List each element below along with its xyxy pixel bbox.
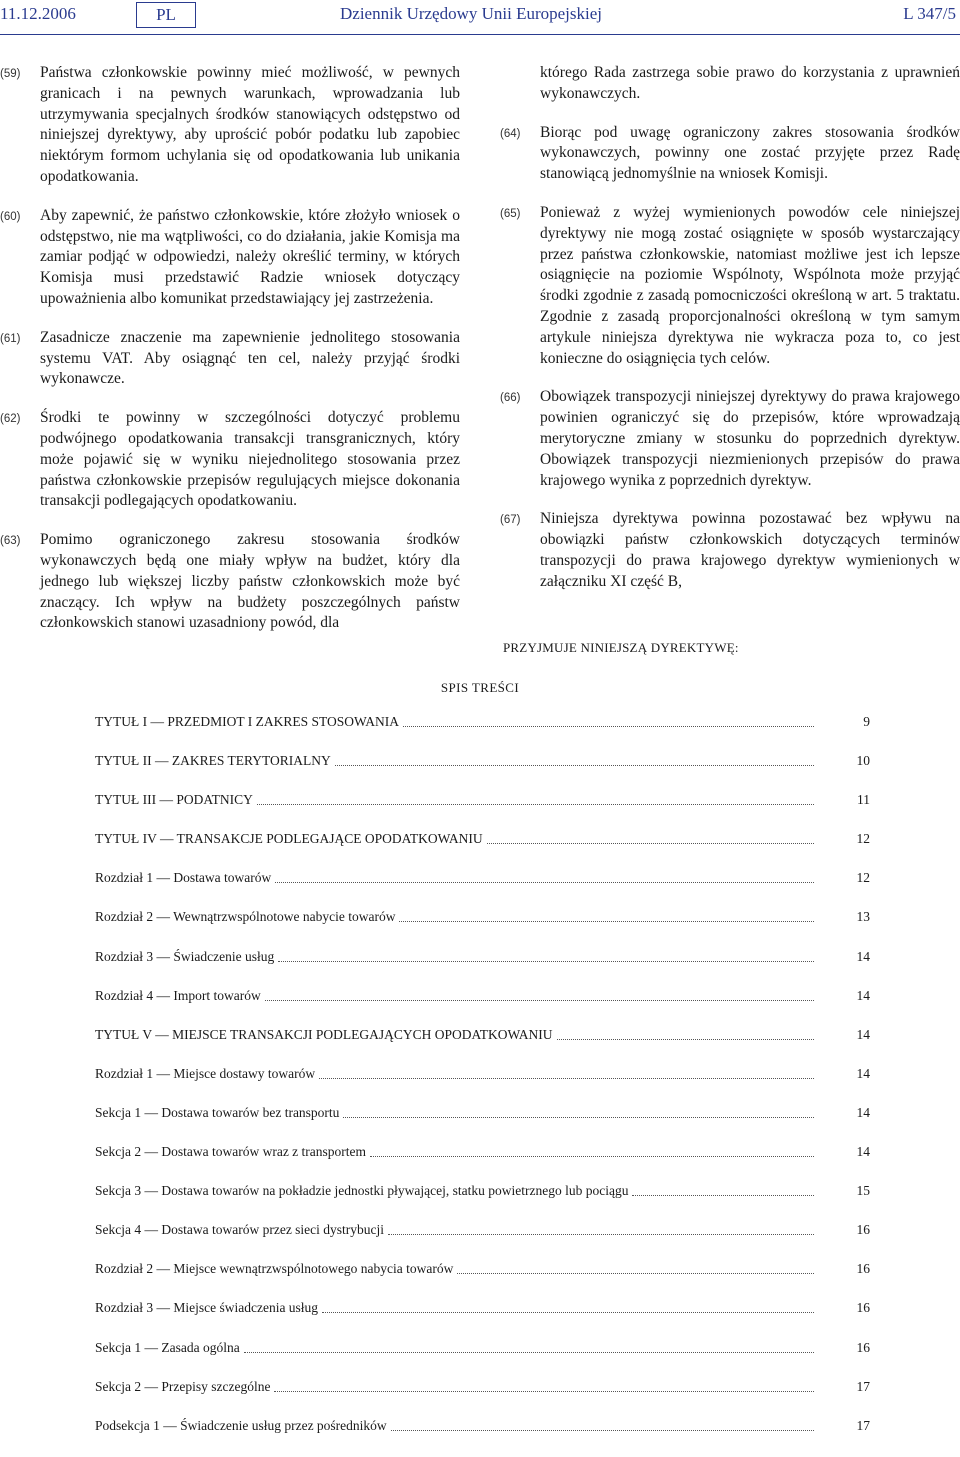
recital-text: Pomimo ograniczonego zakresu stosowania środków wykonawczych będą one miały wpływ na budżet, który dla jednego lub większej liczby państw członkowskich może być znaczący. Ich wpływ na budżety poszczególnych państw członkowskich stanowi uzasadniony powód, dla xyxy=(40,531,460,632)
toc-entry-page: 12 xyxy=(856,870,870,886)
toc-entry[interactable] xyxy=(95,714,870,753)
toc-entry-page: 14 xyxy=(856,948,870,964)
header-divider xyxy=(0,34,960,35)
recital-64 xyxy=(500,123,960,185)
recital-number: (64) xyxy=(500,127,521,140)
toc-entry[interactable] xyxy=(95,753,870,792)
toc-entry-label: Sekcja 2 — Dostawa towarów wraz z transportem xyxy=(95,1144,367,1160)
recital-63 xyxy=(0,530,460,634)
recital-text: Aby zapewnić, że państwo członkowskie, które złożyło wniosek o odstępstwo, nie ma wątpliwości, co do działania, jakie Komisja ma zamiar podjąć w odpowiedzi, należy określić terminy, w których Komisja musi przedstawić Radzie wniosek dotyczący upoważnienia albo komunikat przedstawiający jej zastrzeżenia. xyxy=(40,206,460,307)
toc-dot-leader xyxy=(487,831,814,844)
recital-62 xyxy=(0,408,460,512)
toc-entry-label: Rozdział 1 — Miejsce dostawy towarów xyxy=(95,1065,316,1081)
toc-entry[interactable] xyxy=(95,1027,870,1066)
toc-entry-label: TYTUŁ III — PODATNICY xyxy=(95,792,253,808)
toc-entry-label: TYTUŁ II — ZAKRES TERYTORIALNY xyxy=(95,753,331,769)
toc-entry-label: Rozdział 4 — Import towarów xyxy=(95,987,261,1003)
toc-entry[interactable] xyxy=(95,1183,870,1222)
toc-entry-label: Sekcja 2 — Przepisy szczególne xyxy=(95,1378,271,1394)
page-number: L 347/5 xyxy=(903,4,956,23)
recital-number: (67) xyxy=(500,514,521,527)
recital-number: (63) xyxy=(0,535,21,548)
toc-entry-page: 17 xyxy=(856,1417,870,1433)
toc-dot-leader xyxy=(265,988,814,1001)
recital-number: (61) xyxy=(0,332,21,345)
toc-entry-label: Rozdział 1 — Dostawa towarów xyxy=(95,870,272,886)
toc-entry[interactable] xyxy=(95,1261,870,1300)
toc-dot-leader xyxy=(457,1261,814,1274)
toc-entry-page: 10 xyxy=(856,753,870,769)
toc-entry-page: 14 xyxy=(856,987,870,1003)
recital-63-continuation: którego Rada zastrzega sobie prawo do korzystania z uprawnień wykonawczych. xyxy=(540,64,960,102)
toc-dot-leader xyxy=(275,870,814,883)
toc-entry[interactable] xyxy=(95,792,870,831)
toc-dot-leader xyxy=(399,909,814,922)
recital-number: (60) xyxy=(0,210,21,223)
toc-entry-page: 16 xyxy=(856,1300,870,1316)
toc-entry[interactable] xyxy=(95,1144,870,1183)
journal-title: Dziennik Urzędowy Unii Europejskiej xyxy=(340,4,603,23)
recital-text: Biorąc pod uwagę ograniczony zakres stosowania środków wykonawczych, powinny one zostać przyjęte przez Radę stanowiącą jednomyślnie na wniosek Komisji. xyxy=(540,123,960,183)
recital-number: (59) xyxy=(0,68,21,80)
recital-number: (62) xyxy=(0,413,21,426)
toc-title: SPIS TREŚCI xyxy=(440,680,520,695)
toc-dot-leader xyxy=(257,792,814,805)
toc-entry-page: 12 xyxy=(856,831,870,847)
recital-60 xyxy=(0,206,460,310)
toc-entry-label: Rozdział 3 — Świadczenie usług xyxy=(95,948,275,964)
toc-dot-leader xyxy=(632,1183,814,1196)
toc-entry[interactable] xyxy=(95,1066,870,1105)
toc-entry-label: Podsekcja 1 — Świadczenie usług przez pośredników xyxy=(95,1417,387,1433)
toc-dot-leader xyxy=(403,714,814,727)
toc-entry-label: TYTUŁ IV — TRANSAKCJE PODLEGAJĄCE OPODATKOWANIU xyxy=(95,831,483,847)
toc-entry-page: 16 xyxy=(856,1339,870,1355)
toc-entry[interactable] xyxy=(95,870,870,909)
toc-dot-leader xyxy=(557,1027,814,1040)
language-badge: PL xyxy=(136,2,196,28)
recital-text: Środki te powinny w szczególności dotyczyć problemu podwójnego opodatkowania transakcji transgranicznych, który może pojawić się w wyniku niejednolitego stosowania przez państwa członkowskie przepisów regulujących miejsce dokonania transakcji podlegających opodatkowaniu. xyxy=(40,409,460,510)
recital-61 xyxy=(0,328,460,390)
toc-entry[interactable] xyxy=(95,1340,870,1379)
toc-dot-leader xyxy=(335,753,814,766)
toc-dot-leader xyxy=(244,1340,814,1353)
toc-entry[interactable] xyxy=(95,1300,870,1339)
recital-text: Ponieważ z wyżej wymienionych powodów cele niniejszej dyrektywy nie mogą zostać osiągnięte w sposób wystarczający przez państwa członkowskie, natomiast możliwe jest ich lepsze osiągnięcie na poziomie Wspólnoty, Wspólnota może przyjąć środki zgodnie z zasadą pomocniczości określoną w art. 5 traktatu. Zgodnie z zasadą proporcjonalności określoną w tym samym artykule niniejsza dyrektywa nie wykracza poza to, co jest konieczne do osiągnięcia tych celów. xyxy=(540,203,960,367)
recital-text: Zasadnicze znaczenie ma zapewnienie jednolitego stosowania systemu VAT. Aby osiągnąć ten cel, należy przyjąć środki wykonawcze. xyxy=(40,328,460,388)
recital-number: (66) xyxy=(500,392,521,405)
toc-entry-page: 9 xyxy=(863,714,870,729)
toc-entry-label: Rozdział 3 — Miejsce świadczenia usług xyxy=(95,1300,319,1316)
recitals-left-column xyxy=(0,63,460,652)
table-of-contents xyxy=(95,714,870,1457)
toc-entry-label: TYTUŁ I — PRZEDMIOT I ZAKRES STOSOWANIA xyxy=(95,714,399,729)
page-header xyxy=(0,0,960,32)
toc-entry-page: 17 xyxy=(856,1378,870,1394)
toc-entry-page: 14 xyxy=(856,1065,870,1081)
recital-number: (65) xyxy=(500,207,521,220)
toc-entry[interactable] xyxy=(95,1222,870,1261)
recital-text: Państwa członkowskie powinny mieć możliwość, w pewnych granicach i na pewnych warunkach, wprowadzania lub utrzymywania specjalnych środków stanowiących odstępstwo od niniejszej dyrektywy, aby uprościć pobór podatku lub zapobiec niektórym formom uchylania się od opodatkowania lub unikania opodatkowania. xyxy=(40,64,460,185)
adoption-formula: PRZYJMUJE NINIEJSZĄ DYREKTYWĘ: xyxy=(503,640,739,655)
toc-entry[interactable] xyxy=(95,1105,870,1144)
toc-entry[interactable] xyxy=(95,831,870,870)
toc-entry-label: Sekcja 1 — Dostawa towarów bez transportu xyxy=(95,1104,340,1120)
toc-dot-leader xyxy=(274,1379,814,1392)
toc-entry[interactable] xyxy=(95,1418,870,1457)
toc-entry-label: TYTUŁ V — MIEJSCE TRANSAKCJI PODLEGAJĄCYCH OPODATKOWANIU xyxy=(95,1026,553,1042)
toc-entry-page: 16 xyxy=(856,1261,870,1277)
toc-entry[interactable] xyxy=(95,909,870,948)
toc-dot-leader xyxy=(319,1066,814,1079)
recital-66 xyxy=(500,387,960,491)
toc-dot-leader xyxy=(278,949,814,962)
toc-dot-leader xyxy=(322,1300,814,1313)
toc-entry-page: 13 xyxy=(856,909,870,925)
recitals-right-column xyxy=(500,63,960,611)
toc-entry[interactable] xyxy=(95,949,870,988)
recital-text: Niniejsza dyrektywa powinna pozostawać bez wpływu na obowiązki państw członkowskich dotyczących terminów transpozycji do prawa krajowego dyrektyw wymienionych w załączniku XI część B, xyxy=(540,510,960,590)
toc-dot-leader xyxy=(370,1144,814,1157)
recital-text: Obowiązek transpozycji niniejszej dyrektywy do prawa krajowego powinien ograniczyć się do przepisów, które wprowadzają merytoryczne zmiany w stosunku do poprzednich dyrektyw. Obowiązek transpozycji niezmienionych przepisów do prawa krajowego wynika z poprzednich dyrektyw. xyxy=(540,388,960,489)
toc-entry-page: 14 xyxy=(856,1104,870,1120)
toc-entry-label: Rozdział 2 — Miejsce wewnątrzwspólnotowego nabycia towarów xyxy=(95,1261,454,1277)
toc-entry-page: 14 xyxy=(856,1144,870,1160)
recital-67 xyxy=(500,509,960,592)
publication-date: 11.12.2006 xyxy=(0,4,76,23)
toc-entry-page: 15 xyxy=(856,1183,870,1199)
toc-entry-label: Rozdział 2 — Wewnątrzwspólnotowe nabycie towarów xyxy=(95,909,396,925)
recital-59 xyxy=(0,63,460,188)
toc-entry-page: 14 xyxy=(856,1026,870,1042)
toc-dot-leader xyxy=(343,1105,814,1118)
toc-entry-label: Sekcja 4 — Dostawa towarów przez sieci dystrybucji xyxy=(95,1222,385,1238)
recital-65 xyxy=(500,203,960,369)
toc-entry[interactable] xyxy=(95,1379,870,1418)
toc-entry-page: 11 xyxy=(857,792,870,808)
toc-entry-label: Sekcja 3 — Dostawa towarów na pokładzie jednostki pływającej, statku powietrznego lub pociągu xyxy=(95,1183,629,1199)
toc-dot-leader xyxy=(388,1222,814,1235)
toc-entry-page: 16 xyxy=(856,1222,870,1238)
toc-dot-leader xyxy=(391,1418,814,1431)
toc-entry[interactable] xyxy=(95,988,870,1027)
toc-entry-label: Sekcja 1 — Zasada ogólna xyxy=(95,1339,240,1355)
